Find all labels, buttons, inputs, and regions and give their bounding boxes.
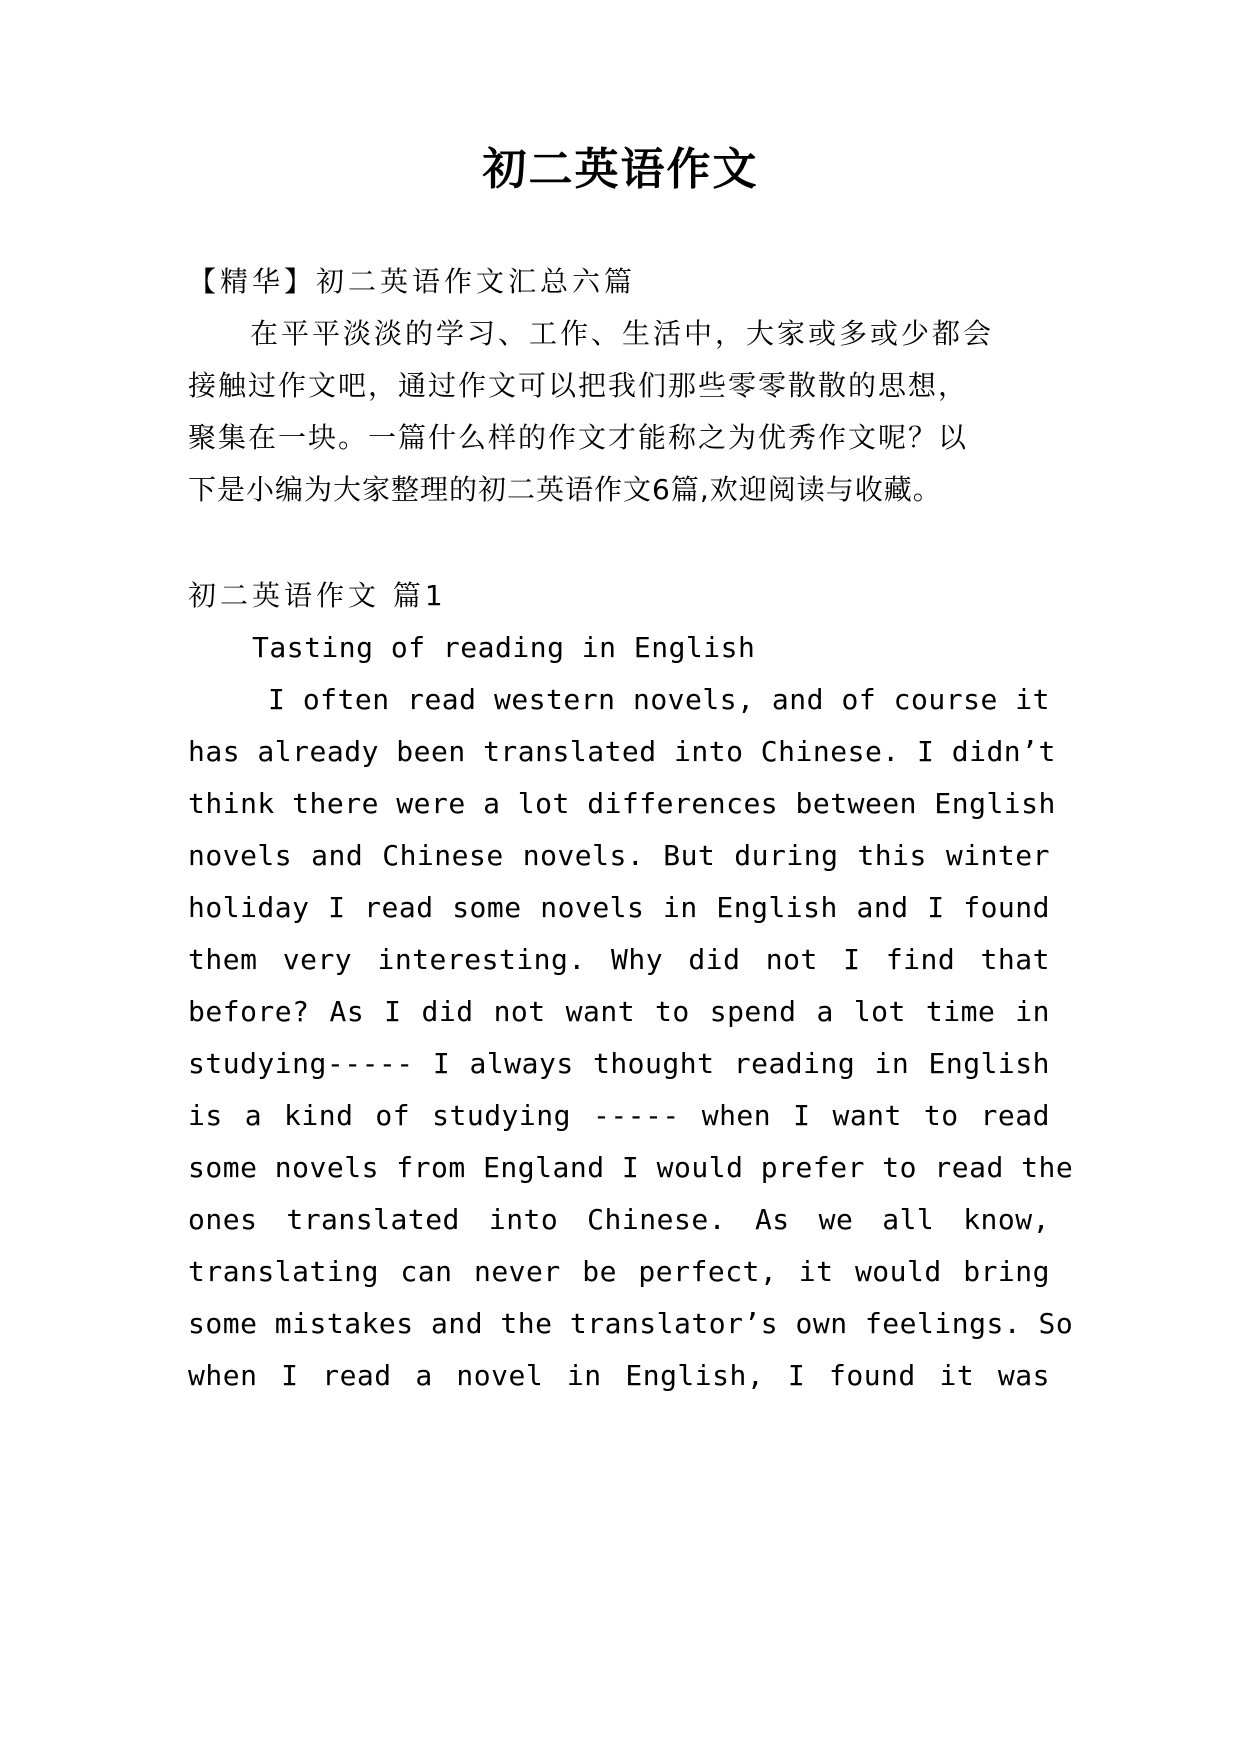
- essay-title: Tasting of reading in English: [252, 631, 756, 664]
- essay-line: them very interesting. Why did not I find that: [188, 943, 1050, 976]
- essay-line: studying----- I always thought reading in English: [188, 1047, 1050, 1080]
- intro-line: 在平平淡淡的学习、工作、生活中，大家或多或少都会: [250, 317, 995, 350]
- intro-line: 接触过作文吧，通过作文可以把我们那些零零散散的思想，: [188, 369, 969, 402]
- essay-line: holiday I read some novels in English and I found: [188, 891, 1050, 924]
- essay-line: translating can never be perfect, it would bring: [188, 1255, 1050, 1288]
- essay-line: before? As I did not want to spend a lot time in: [188, 995, 1050, 1028]
- document-title: 初二英语作文: [482, 144, 759, 195]
- section-heading: 初二英语作文 篇1: [188, 579, 447, 612]
- essay-line: has already been translated into Chinese. I didn’t: [188, 735, 1056, 768]
- essay-line: ones translated into Chinese. As we all know,: [188, 1203, 1050, 1236]
- essay-line: some novels from England I would prefer to read the: [188, 1151, 1074, 1184]
- intro-line: 下是小编为大家整理的初二英语作文6篇,欢迎阅读与收藏。: [188, 473, 942, 506]
- document-subtitle: 【精华】初二英语作文汇总六篇: [188, 265, 637, 298]
- essay-line: some mistakes and the translator’s own feelings. So: [188, 1307, 1074, 1340]
- essay-line: novels and Chinese novels. But during this winter: [188, 839, 1050, 872]
- essay-line: is a kind of studying ----- when I want to read: [188, 1099, 1050, 1132]
- intro-line: 聚集在一块。一篇什么样的作文才能称之为优秀作文呢？以: [188, 421, 969, 454]
- essay-line: think there were a lot differences between English: [188, 787, 1056, 820]
- essay-line: when I read a novel in English, I found it was: [188, 1359, 1050, 1392]
- essay-line: I often read western novels, and of course it: [268, 683, 1050, 716]
